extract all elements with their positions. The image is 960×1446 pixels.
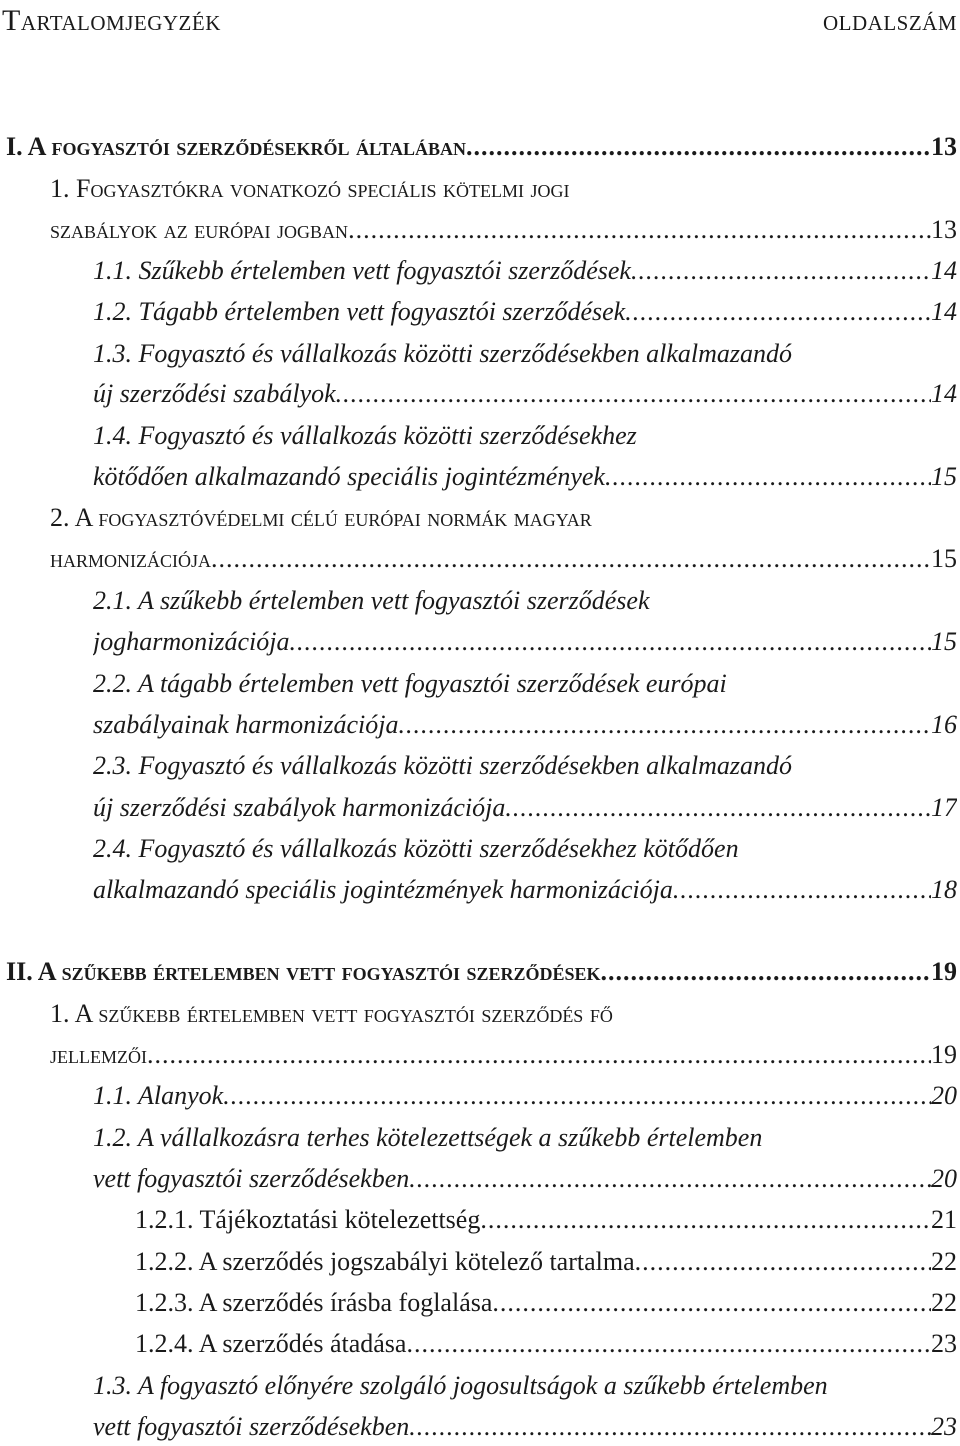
- toc-entry-title: 1.3. A fogyasztó előnyére szolgáló jogosultságok a szűkebb értelemben: [93, 1371, 828, 1400]
- toc-entry-title: 1.2.4. A szerződés átadása: [135, 1329, 407, 1358]
- toc-entry[interactable]: [135, 1279, 957, 1319]
- toc-entry-title: új szerződési szabályok: [93, 379, 336, 408]
- toc-entry[interactable]: [50, 535, 957, 575]
- toc-header-title: Tartalomjegyzék: [2, 4, 221, 37]
- toc-entry[interactable]: [93, 1362, 957, 1402]
- toc-entry-title: 1. A szűkebb értelemben vett fogyasztói szerződés fő: [50, 999, 613, 1028]
- toc-entry[interactable]: [93, 660, 957, 700]
- dot-leader: [635, 1246, 931, 1278]
- toc-entry-title: 1.4. Fogyasztó és vállalkozás közötti szerződésekhez: [93, 421, 637, 450]
- toc-entry[interactable]: [50, 494, 957, 534]
- toc-entry[interactable]: [93, 370, 957, 410]
- toc-entry-page-number: 20: [931, 1081, 957, 1110]
- toc-entry-title: 2.3. Fogyasztó és vállalkozás közötti szerződésekben alkalmazandó: [93, 751, 793, 780]
- toc-entry-title: szabályok az európai jogban: [50, 215, 349, 244]
- toc-entry[interactable]: [50, 1031, 957, 1071]
- toc-entry[interactable]: [93, 825, 957, 865]
- toc-entry-page-number: 19: [931, 1040, 957, 1069]
- dot-leader: [147, 1039, 931, 1071]
- toc-entry[interactable]: [93, 288, 957, 328]
- toc-entry[interactable]: [50, 990, 957, 1030]
- dot-leader: [631, 255, 931, 287]
- toc-entry[interactable]: [93, 247, 957, 287]
- toc-entry-title: alkalmazandó speciális jogintézmények harmonizációja: [93, 875, 673, 904]
- dot-leader: [480, 1204, 931, 1236]
- dot-leader: [605, 461, 931, 493]
- toc-entry[interactable]: [93, 412, 957, 452]
- toc-entry[interactable]: [93, 618, 957, 658]
- toc-entry-page-number: 17: [931, 793, 957, 822]
- dot-leader: [399, 709, 932, 741]
- toc-entry-title: szabályainak harmonizációja: [93, 710, 399, 739]
- toc-entry-page-number: 15: [931, 627, 957, 656]
- toc-entry-page-number: 22: [931, 1247, 957, 1276]
- toc-entry-page-number: 15: [931, 544, 957, 573]
- toc-entry-page-number: 13: [931, 132, 957, 161]
- toc-entry-title: 2.2. A tágabb értelemben vett fogyasztói szerződések európai: [93, 669, 727, 698]
- toc-entry[interactable]: [93, 866, 957, 906]
- toc-entry[interactable]: [93, 784, 957, 824]
- dot-leader: [211, 543, 931, 575]
- dot-leader: [601, 956, 931, 988]
- toc-entry-page-number: 15: [931, 462, 957, 491]
- dot-leader: [673, 874, 931, 906]
- toc-entry-page-number: 23: [931, 1329, 957, 1358]
- toc-entry[interactable]: [93, 701, 957, 741]
- toc-entry[interactable]: [6, 948, 957, 988]
- dot-leader: [223, 1080, 931, 1112]
- toc-entry[interactable]: [93, 453, 957, 493]
- toc-entry-title: új szerződési szabályok harmonizációja: [93, 793, 506, 822]
- toc-entry-title: jellemzői: [50, 1040, 147, 1069]
- toc-entry-page-number: 20: [931, 1164, 957, 1193]
- dot-leader: [336, 378, 931, 410]
- toc-entry-page-number: 14: [931, 297, 957, 326]
- dot-leader: [409, 1411, 931, 1443]
- toc-entry-page-number: 16: [931, 710, 957, 739]
- toc-entry-title: kötődően alkalmazandó speciális jogintézmények: [93, 462, 605, 491]
- toc-entry-page-number: 14: [931, 379, 957, 408]
- toc-entry-page-number: 19: [931, 957, 957, 986]
- toc-entry[interactable]: [135, 1196, 957, 1236]
- toc-entry-title: 1.2.1. Tájékoztatási kötelezettség: [135, 1205, 481, 1234]
- toc-entry-page-number: 14: [931, 256, 957, 285]
- toc-entry[interactable]: [93, 1155, 957, 1195]
- toc-entry-title: 2.1. A szűkebb értelemben vett fogyasztói szerződések: [93, 586, 650, 615]
- toc-entry[interactable]: [135, 1238, 957, 1278]
- toc-entry-page-number: 18: [931, 875, 957, 904]
- toc-entry-title: vett fogyasztói szerződésekben: [93, 1412, 410, 1441]
- toc-entry-title: vett fogyasztói szerződésekben: [93, 1164, 410, 1193]
- dot-leader: [492, 1287, 931, 1319]
- toc-entry[interactable]: [50, 165, 957, 205]
- toc-entry[interactable]: [93, 1403, 957, 1443]
- toc-entry-title: II. A szűkebb értelemben vett fogyasztói szerződések: [6, 957, 601, 986]
- toc-entry[interactable]: [50, 206, 957, 246]
- toc-entry-title: jogharmonizációja: [93, 627, 290, 656]
- toc-entry[interactable]: [6, 123, 957, 163]
- dot-leader: [505, 792, 931, 824]
- toc-entry[interactable]: [93, 742, 957, 782]
- toc-entry-title: 2.4. Fogyasztó és vállalkozás közötti szerződésekhez kötődően: [93, 834, 739, 863]
- toc-entry[interactable]: [93, 1114, 957, 1154]
- toc-entry-title: 1.2. A vállalkozásra terhes kötelezettségek a szűkebb értelemben: [93, 1123, 763, 1152]
- toc-entry[interactable]: [93, 1072, 957, 1112]
- toc-entry-page-number: 23: [931, 1412, 957, 1441]
- toc-entry-page-number: 22: [931, 1288, 957, 1317]
- dot-leader: [289, 626, 931, 658]
- toc-entry[interactable]: [93, 330, 957, 370]
- toc-entry-title: harmonizációja: [50, 544, 211, 573]
- dot-leader: [409, 1163, 931, 1195]
- toc-entry-title: I. A fogyasztói szerződésekről általában: [6, 132, 466, 161]
- toc-entry-page-number: 21: [931, 1205, 957, 1234]
- toc-entry-title: 1.2.3. A szerződés írásba foglalása: [135, 1288, 493, 1317]
- dot-leader: [348, 214, 931, 246]
- toc-entry-title: 1. Fogyasztókra vonatkozó speciális kötelmi jogi: [50, 174, 570, 203]
- toc-entry[interactable]: [93, 577, 957, 617]
- toc-entry[interactable]: [135, 1320, 957, 1360]
- toc-entry-title: 2. A fogyasztóvédelmi célú európai normák magyar: [50, 503, 592, 532]
- toc-entry-title: 1.3. Fogyasztó és vállalkozás közötti szerződésekben alkalmazandó: [93, 339, 793, 368]
- dot-leader: [466, 131, 931, 163]
- toc-entry-title: 1.2. Tágabb értelemben vett fogyasztói szerződések: [93, 297, 626, 326]
- dot-leader: [406, 1328, 931, 1360]
- dot-leader: [625, 296, 931, 328]
- toc-entry-title: 1.1. Szűkebb értelemben vett fogyasztói szerződések: [93, 256, 631, 285]
- toc-entry-title: 1.1. Alanyok: [93, 1081, 224, 1110]
- toc-header-page-label: oldalszám: [823, 4, 957, 37]
- toc-entry-title: 1.2.2. A szerződés jogszabályi kötelező tartalma: [135, 1247, 635, 1276]
- toc-entry-page-number: 13: [931, 215, 957, 244]
